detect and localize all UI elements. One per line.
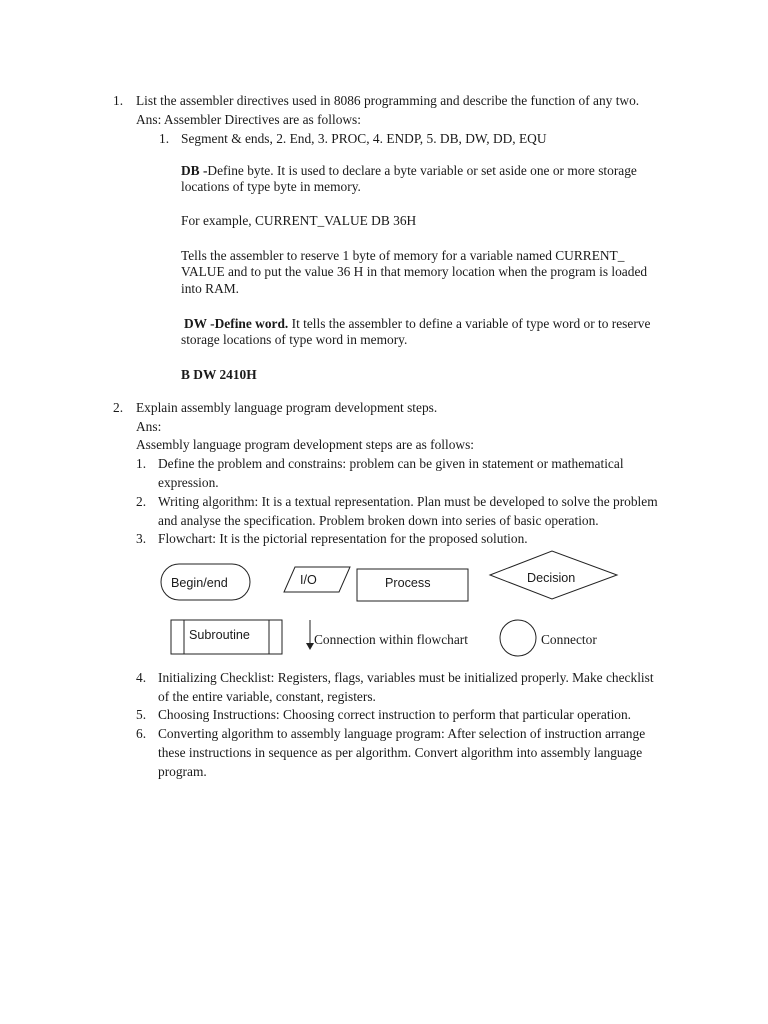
decision-label: Decision bbox=[527, 571, 576, 585]
q2-ans: Ans: bbox=[136, 419, 162, 434]
step-1-line2: expression. bbox=[158, 475, 219, 490]
step-4-line1: Initializing Checklist: Registers, flags, variables must be initialized properly. Make checklist bbox=[158, 670, 654, 685]
tells-line2: VALUE and to put the value 36 H in that memory location when the program is loaded bbox=[181, 264, 648, 279]
process-label: Process bbox=[385, 576, 431, 590]
q2-intro: Assembly language program development steps are as follows: bbox=[136, 437, 475, 452]
begin-end-label: Begin/end bbox=[171, 576, 228, 590]
db-term: DB - bbox=[181, 163, 208, 178]
step-6-number: 6. bbox=[136, 726, 147, 741]
step-6-line1: Converting algorithm to assembly language program: After selection of instruction arrange bbox=[158, 726, 646, 741]
step-2-line2: and analyse the specification. Problem broken down into series of basic operation. bbox=[158, 513, 599, 528]
connection-arrowhead bbox=[306, 643, 314, 650]
q2-number: 2. bbox=[113, 400, 124, 415]
q1-question: List the assembler directives used in 8086 programming and describe the function of any two. bbox=[136, 93, 640, 108]
dw-definition-line2: storage locations of type word in memory. bbox=[181, 332, 408, 347]
q1-directive-list: Segment & ends, 2. End, 3. PROC, 4. ENDP, 5. DB, DW, DD, EQU bbox=[181, 131, 547, 146]
subroutine-label: Subroutine bbox=[189, 628, 250, 642]
io-shape bbox=[284, 567, 350, 592]
db-definition-text: Define byte. It is used to declare a byte variable or set aside one or more storage bbox=[207, 163, 637, 178]
step-2-number: 2. bbox=[136, 494, 147, 509]
step-3-line1: Flowchart: It is the pictorial representation for the proposed solution. bbox=[158, 531, 528, 546]
step-6-line2: these instructions in sequence as per algorithm. Convert algorithm into assembly language bbox=[158, 745, 643, 760]
connector-label: Connector bbox=[541, 632, 597, 647]
step-6-line3: program. bbox=[158, 764, 207, 779]
step-5-number: 5. bbox=[136, 707, 147, 722]
dw-example: B DW 2410H bbox=[181, 367, 257, 382]
dw-definition-text: It tells the assembler to define a variable of type word or to reserve bbox=[288, 316, 651, 331]
step-3-number: 3. bbox=[136, 531, 147, 546]
connector-shape bbox=[500, 620, 536, 656]
q1-sub-number: 1. bbox=[159, 131, 170, 146]
tells-line1: Tells the assembler to reserve 1 byte of memory for a variable named CURRENT_ bbox=[181, 248, 625, 263]
tells-line3: into RAM. bbox=[181, 281, 240, 296]
step-5-line1: Choosing Instructions: Choosing correct instruction to perform that particular operation. bbox=[158, 707, 632, 722]
step-4-line2: of the entire variable, constant, registers. bbox=[158, 689, 376, 704]
dw-term: DW -Define word. bbox=[184, 316, 289, 331]
step-1-line1: Define the problem and constrains: problem can be given in statement or mathematical bbox=[158, 456, 624, 471]
step-1-number: 1. bbox=[136, 456, 147, 471]
q2-question: Explain assembly language program development steps. bbox=[136, 400, 438, 415]
q1-number: 1. bbox=[113, 93, 124, 108]
io-label: I/O bbox=[300, 573, 317, 587]
step-2-line1: Writing algorithm: It is a textual representation. Plan must be developed to solve the problem bbox=[158, 494, 658, 509]
step-4-number: 4. bbox=[136, 670, 147, 685]
db-example: For example, CURRENT_VALUE DB 36H bbox=[181, 213, 417, 228]
db-definition-line2: locations of type byte in memory. bbox=[181, 179, 361, 194]
q1-ans: Ans: Assembler Directives are as follows: bbox=[136, 112, 361, 127]
connection-label: Connection within flowchart bbox=[314, 632, 468, 647]
